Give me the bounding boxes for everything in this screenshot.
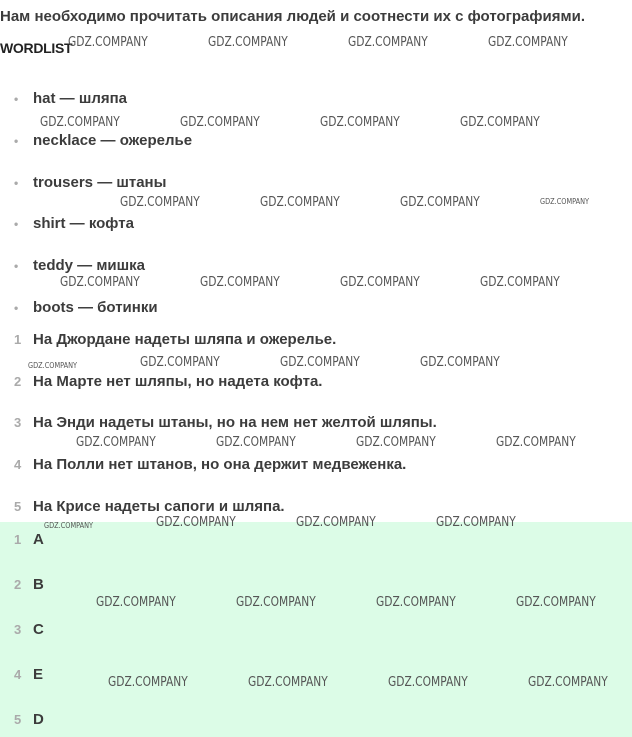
bullet-icon: • (14, 259, 19, 273)
statement-item (14, 331, 336, 348)
statement-item (14, 373, 322, 390)
watermark: GDZ.COMPANY (236, 595, 316, 610)
watermark: GDZ.COMPANY (528, 675, 608, 690)
bullet-icon: • (14, 134, 19, 148)
word-item (14, 299, 158, 316)
answer-number: 1 (14, 532, 22, 547)
watermark: GDZ.COMPANY (260, 195, 340, 210)
statement-number: 5 (14, 499, 22, 514)
answer-item (14, 666, 43, 683)
watermark: GDZ.COMPANY (340, 275, 420, 290)
statement-text: На Полли нет штанов, но она держит медвеженка. (33, 456, 407, 473)
bullet-icon: • (14, 217, 19, 231)
answer-panel (0, 522, 632, 737)
answer-item (14, 621, 44, 638)
answer-letter: D (33, 711, 44, 728)
watermark: GDZ.COMPANY (480, 275, 560, 290)
word-text: boots — ботинки (33, 299, 158, 316)
watermark: GDZ.COMPANY (400, 195, 480, 210)
watermark: GDZ.COMPANY (120, 195, 200, 210)
watermark: GDZ.COMPANY (488, 35, 568, 50)
watermark: GDZ.COMPANY (200, 275, 280, 290)
statement-number: 2 (14, 374, 22, 389)
answer-number: 4 (14, 667, 22, 682)
word-text: trousers — штаны (33, 174, 167, 191)
watermark: GDZ.COMPANY (296, 515, 376, 530)
watermark: GDZ.COMPANY (140, 355, 220, 370)
watermark: GDZ.COMPANY (280, 355, 360, 370)
wordlist-title: WORDLIST (0, 40, 73, 56)
watermark: GDZ.COMPANY (248, 675, 328, 690)
watermark: GDZ.COMPANY (96, 595, 176, 610)
answer-number: 5 (14, 712, 22, 727)
statement-text: На Марте нет шляпы, но надета кофта. (33, 373, 323, 390)
watermark: GDZ.COMPANY (460, 115, 540, 130)
word-item (14, 132, 192, 149)
statement-text: На Энди надеты штаны, но на нем нет желтой шляпы. (33, 414, 437, 431)
answer-letter: A (33, 531, 44, 548)
bullet-icon: • (14, 92, 19, 106)
watermark: GDZ.COMPANY (540, 197, 590, 206)
watermark: GDZ.COMPANY (76, 435, 156, 450)
answer-number: 3 (14, 622, 22, 637)
watermark: GDZ.COMPANY (108, 675, 188, 690)
watermark: GDZ.COMPANY (420, 355, 500, 370)
answer-item (14, 531, 44, 548)
watermark: GDZ.COMPANY (44, 521, 94, 530)
watermark: GDZ.COMPANY (68, 35, 148, 50)
answer-letter: E (33, 666, 44, 683)
word-item (14, 257, 145, 274)
watermark: GDZ.COMPANY (516, 595, 596, 610)
answer-item (14, 711, 44, 728)
watermark: GDZ.COMPANY (156, 515, 236, 530)
watermark: GDZ.COMPANY (180, 115, 260, 130)
bullet-icon: • (14, 301, 19, 315)
watermark: GDZ.COMPANY (496, 435, 576, 450)
word-text: shirt — кофта (33, 215, 134, 232)
watermark: GDZ.COMPANY (356, 435, 436, 450)
answer-letter: B (33, 576, 44, 593)
watermark: GDZ.COMPANY (208, 35, 288, 50)
word-text: hat — шляпа (33, 90, 128, 107)
word-item (14, 174, 166, 191)
watermark: GDZ.COMPANY (40, 115, 120, 130)
statement-text: На Джордане надеты шляпа и ожерелье. (33, 331, 337, 348)
statement-item (14, 414, 437, 431)
watermark: GDZ.COMPANY (388, 675, 468, 690)
statement-item (14, 498, 285, 515)
word-item (14, 215, 134, 232)
word-item (14, 90, 127, 107)
word-text: teddy — мишка (33, 257, 146, 274)
statement-item (14, 456, 406, 473)
answer-number: 2 (14, 577, 22, 592)
bullet-icon: • (14, 176, 19, 190)
statement-number: 4 (14, 457, 22, 472)
statement-number: 1 (14, 332, 22, 347)
intro-text: Нам необходимо прочитать описания людей и соотнести их с фотографиями. (0, 8, 585, 25)
statement-number: 3 (14, 415, 22, 430)
answer-item (14, 576, 44, 593)
watermark: GDZ.COMPANY (60, 275, 140, 290)
watermark: GDZ.COMPANY (436, 515, 516, 530)
watermark: GDZ.COMPANY (320, 115, 400, 130)
answer-letter: C (33, 621, 44, 638)
watermark: GDZ.COMPANY (28, 361, 78, 370)
watermark: GDZ.COMPANY (348, 35, 428, 50)
watermark: GDZ.COMPANY (216, 435, 296, 450)
word-text: necklace — ожерелье (33, 132, 193, 149)
watermark: GDZ.COMPANY (376, 595, 456, 610)
statement-text: На Крисе надеты сапоги и шляпа. (33, 498, 285, 515)
